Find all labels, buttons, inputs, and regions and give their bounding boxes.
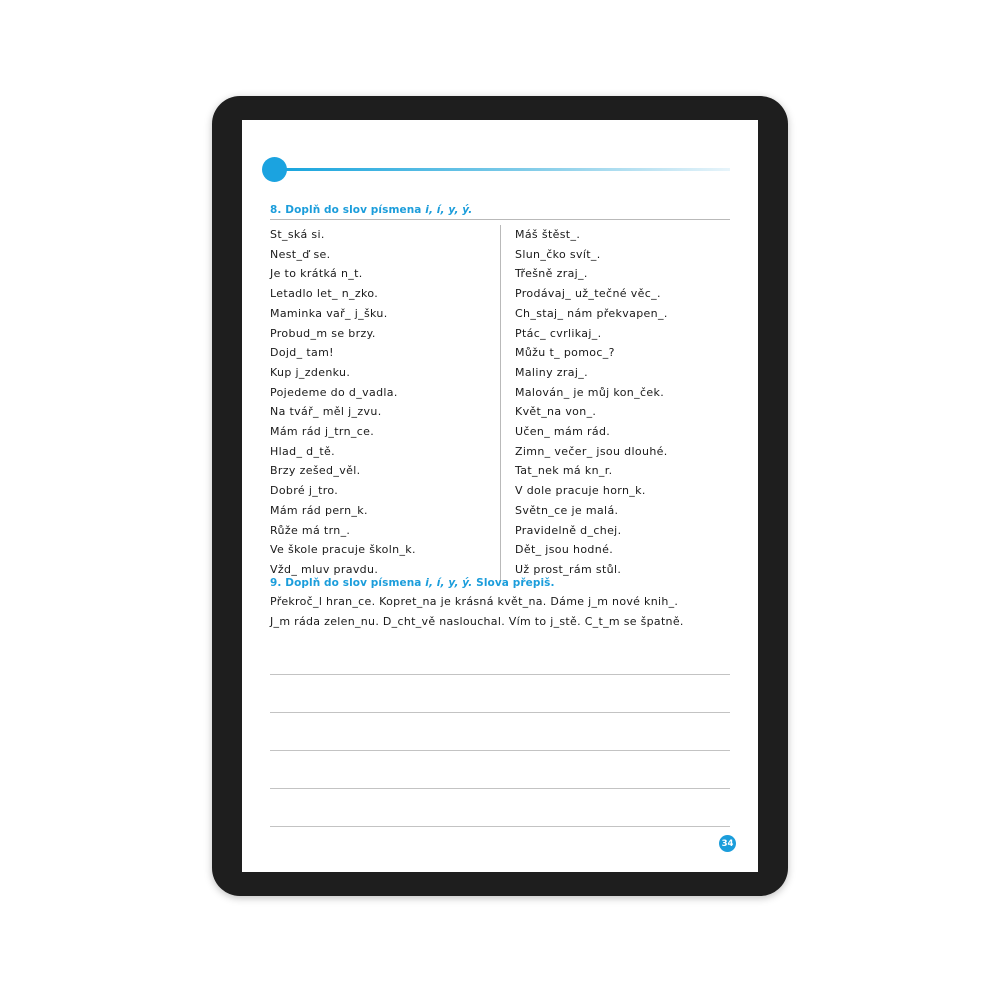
exercise-9-letters: i, í, y, ý. — [425, 577, 473, 589]
list-item: Pojedeme do d_vadla. — [270, 385, 398, 399]
list-item: Mám rád j_trn_ce. — [270, 425, 375, 439]
list-item: Ve škole pracuje školn_k. — [270, 543, 416, 557]
list-item: Světn_ce je malá. — [515, 503, 619, 517]
list-item: Dojd_ tam! — [270, 346, 334, 360]
blank-writing-line — [270, 750, 730, 751]
list-item: Květ_na von_. — [515, 405, 597, 419]
list-item: Učen_ mám rád. — [515, 425, 611, 439]
worksheet-page — [242, 120, 758, 872]
list-item: Zimn_ večer_ jsou dlouhé. — [515, 444, 668, 458]
list-item: Je to krátká n_t. — [270, 267, 363, 281]
list-item: Nest_ď se. — [270, 247, 331, 261]
list-item: Růže má trn_. — [270, 523, 351, 537]
sentence-line: J_m ráda zelen_nu. D_cht_vě naslouchal. Vím to j_stě. C_t_m se špatně. — [270, 614, 684, 628]
exercise-9-sentences — [270, 592, 735, 631]
list-item: Vžd_ mluv pravdu. — [270, 562, 379, 576]
exercise-9-number: 9. — [270, 577, 282, 589]
header-gradient-rule — [270, 168, 730, 171]
list-item: Letadlo let_ n_zko. — [270, 287, 379, 301]
list-item: Třešně zraj_. — [515, 267, 588, 281]
exercise-8-letters: i, í, y, ý. — [425, 204, 473, 216]
blank-writing-line — [270, 712, 730, 713]
exercise-8-title — [270, 204, 472, 216]
list-item: Dobré j_tro. — [270, 484, 339, 498]
header-circle-icon — [262, 157, 287, 182]
exercise-8-divider — [270, 219, 730, 220]
list-item: Mám rád pern_k. — [270, 503, 368, 517]
list-item: Hlad_ d_tě. — [270, 444, 335, 458]
list-item: Probud_m se brzy. — [270, 326, 376, 340]
list-item: Maminka vař_ j_šku. — [270, 306, 388, 320]
blank-writing-line — [270, 826, 730, 827]
list-item: Kup j_zdenku. — [270, 365, 351, 379]
exercise-8-right-list — [515, 225, 730, 580]
exercise-9-instruction-suffix: Slova přepiš. — [476, 577, 555, 589]
exercise-8-left-column — [270, 225, 500, 580]
list-item: Pravidelně d_chej. — [515, 523, 622, 537]
list-item: Už prost_rám stůl. — [515, 562, 622, 576]
list-item: Máš štěst_. — [515, 228, 581, 241]
exercise-8-right-column — [500, 225, 730, 580]
list-item: Slun_čko svít_. — [515, 247, 601, 261]
list-item: Můžu t_ pomoc_? — [515, 346, 615, 360]
blank-writing-line — [270, 788, 730, 789]
list-item: Prodávaj_ už_tečné věc_. — [515, 287, 661, 301]
list-item: Ptác_ cvrlikaj_. — [515, 326, 602, 340]
exercise-9-instruction: Doplň do slov písmena — [285, 577, 422, 589]
blank-writing-line — [270, 674, 730, 675]
list-item: V dole pracuje horn_k. — [515, 484, 646, 498]
list-item: Malován_ je můj kon_ček. — [515, 385, 665, 399]
exercise-8-left-list — [270, 225, 500, 580]
sentence-line: Překroč_l hran_ce. Kopret_na je krásná květ_na. Dáme j_m nové knih_. — [270, 595, 679, 608]
list-item: Maliny zraj_. — [515, 365, 588, 379]
exercise-9-title — [270, 577, 555, 589]
exercise-8-columns — [270, 225, 730, 580]
list-item: Tat_nek má kn_r. — [515, 464, 613, 478]
list-item: Dět_ jsou hodné. — [515, 543, 614, 557]
exercise-8-instruction: Doplň do slov písmena — [285, 204, 422, 216]
list-item: Ch_staj_ nám překvapen_. — [515, 306, 668, 320]
list-item: St_ská si. — [270, 228, 325, 241]
list-item: Na tvář_ měl j_zvu. — [270, 405, 382, 419]
page-number-badge: 34 — [719, 835, 736, 852]
exercise-8-number: 8. — [270, 204, 282, 216]
list-item: Brzy zešed_věl. — [270, 464, 361, 478]
